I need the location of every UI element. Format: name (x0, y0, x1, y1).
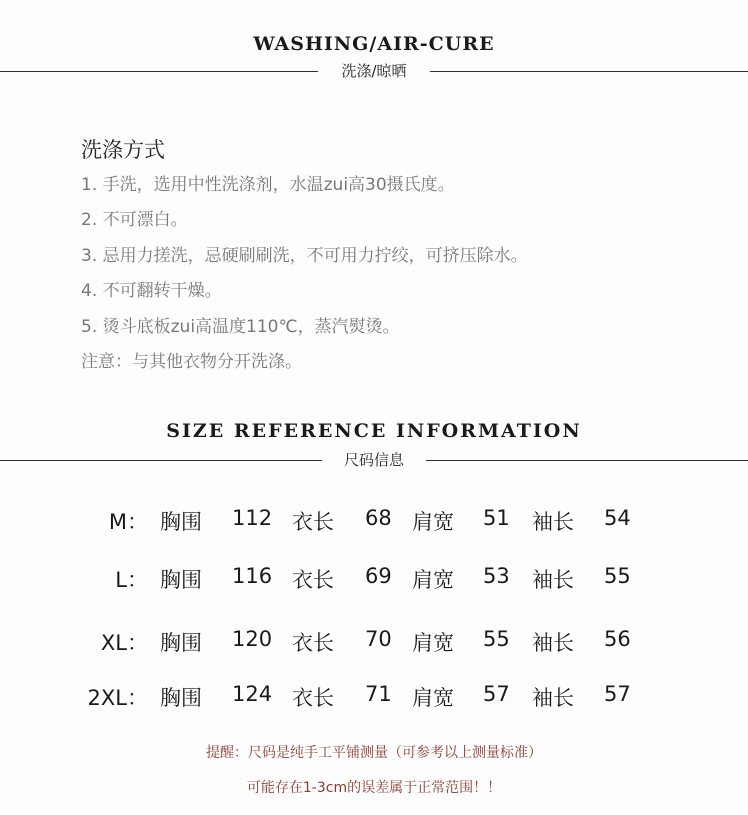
washing-item-4: 4. 不可翻转干燥。 (81, 281, 222, 301)
size-row-2xl (0, 682, 748, 712)
size-row-xl (0, 627, 748, 657)
chest-value: 116 (232, 564, 273, 588)
size-subtitle: 尺码信息 (343, 451, 404, 469)
washing-title: WASHING/AIR-CURE (253, 33, 495, 55)
length-value: 71 (365, 682, 392, 706)
size-title: SIZE REFERENCE INFORMATION (166, 420, 582, 442)
sleeve-value: 54 (604, 506, 631, 530)
length-value: 68 (365, 506, 392, 530)
size-row-m (0, 506, 748, 536)
sleeve-value: 57 (604, 682, 631, 706)
chest-value: 120 (232, 627, 273, 651)
size-label: L： (115, 568, 148, 592)
length-value: 70 (365, 627, 392, 651)
sleeve-value: 56 (604, 627, 631, 651)
shoulder-label: 肩宽 (412, 568, 454, 592)
size-label: XL： (100, 631, 148, 655)
washing-item-1: 1. 手洗，选用中性洗涤剂，水温zui高30摄氏度。 (81, 175, 455, 195)
measurement-note: 提醒：尺码是纯手工平铺测量（可参考以上测量标准） (206, 745, 542, 761)
chest-label: 胸围 (160, 568, 202, 592)
chest-value: 124 (232, 682, 273, 706)
divider-line-right (430, 71, 748, 72)
washing-item-5: 5. 烫斗底板zui高温度110℃，蒸汽熨烫。 (81, 317, 400, 337)
length-label: 衣长 (292, 686, 334, 710)
sleeve-label: 袖长 (532, 568, 574, 592)
sleeve-label: 袖长 (532, 686, 574, 710)
sleeve-value: 55 (604, 564, 631, 588)
washing-method-heading: 洗涤方式 (81, 138, 165, 162)
shoulder-label: 肩宽 (412, 686, 454, 710)
shoulder-label: 肩宽 (412, 510, 454, 534)
chest-value: 112 (232, 506, 273, 530)
chest-label: 胸围 (160, 631, 202, 655)
washing-divider (0, 61, 748, 81)
tolerance-note: 可能存在1-3cm的误差属于正常范围！！ (246, 780, 502, 796)
size-label: M： (108, 510, 148, 534)
divider-line-right (426, 460, 748, 461)
size-label: 2XL： (87, 686, 148, 710)
washing-subtitle: 洗涤/晾晒 (341, 62, 407, 80)
length-value: 69 (365, 564, 392, 588)
shoulder-value: 55 (483, 627, 510, 651)
chest-label: 胸围 (160, 510, 202, 534)
chest-label: 胸围 (160, 686, 202, 710)
washing-note: 注意：与其他衣物分开洗涤。 (81, 352, 302, 372)
shoulder-value: 57 (483, 682, 510, 706)
washing-item-2: 2. 不可漂白。 (81, 210, 188, 230)
sleeve-label: 袖长 (532, 631, 574, 655)
length-label: 衣长 (292, 568, 334, 592)
size-row-l (0, 564, 748, 594)
length-label: 衣长 (292, 631, 334, 655)
shoulder-value: 51 (483, 506, 510, 530)
shoulder-label: 肩宽 (412, 631, 454, 655)
size-divider (0, 450, 748, 470)
length-label: 衣长 (292, 510, 334, 534)
sleeve-label: 袖长 (532, 510, 574, 534)
washing-item-3: 3. 忌用力搓洗，忌硬刷刷洗，不可用力拧绞，可挤压除水。 (81, 246, 528, 266)
shoulder-value: 53 (483, 564, 510, 588)
